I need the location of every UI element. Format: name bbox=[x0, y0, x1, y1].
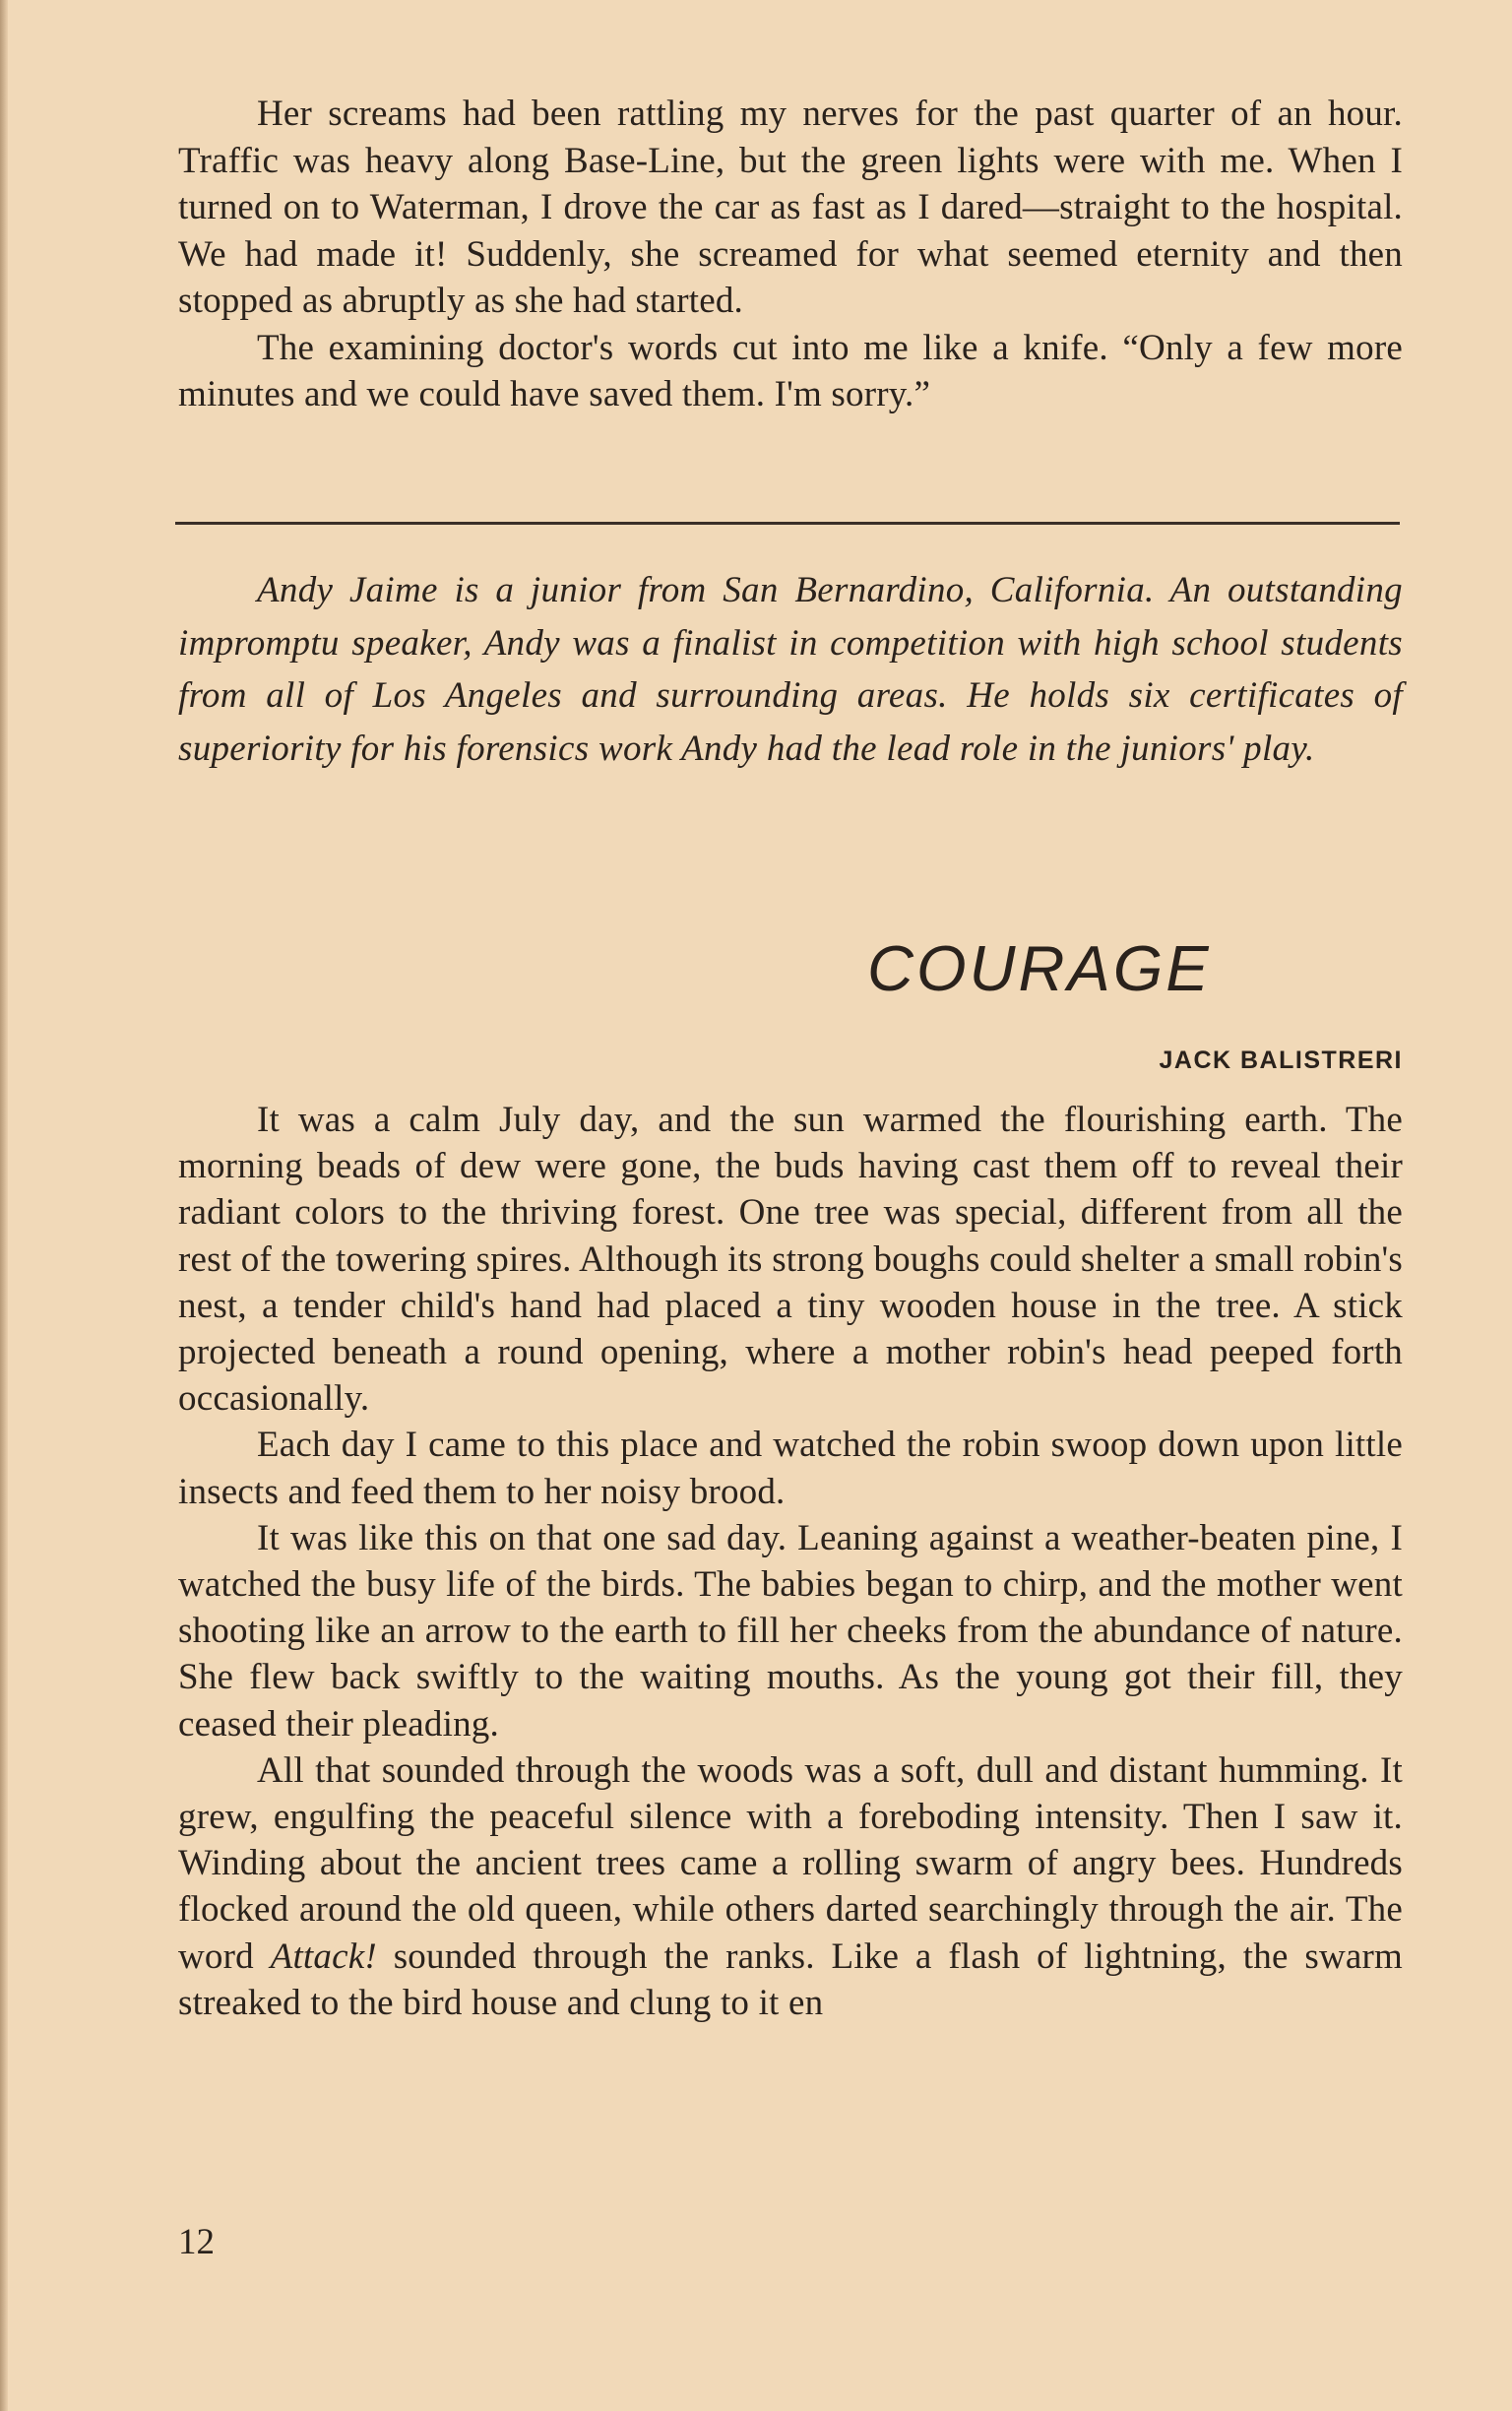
story-title: COURAGE bbox=[867, 932, 1212, 1004]
story-author: JACK BALISTRERI bbox=[1159, 1047, 1403, 1074]
attack-word: Attack! bbox=[270, 1935, 377, 1977]
story-paragraph-4-part-1: All that sounded through the woods was a soft, dull and distant humming. It grew, engulfing the peaceful silence with a foreboding intensity. Then I saw it. Winding about the ancient trees came a rolling swarm of angry bees. Hundreds flocked around the old queen, while others darted searchingly through the air. The word bbox=[178, 1749, 1403, 1977]
story-paragraph-1: It was a calm July day, and the sun warmed the flourishing earth. The morning beads of dew were gone, the buds having cast them off to reveal their radiant colors to the thriving forest. One tree was special, different from all the rest of the towering spires. Although its strong boughs could shelter a small robin's nest, a tender child's hand had placed a tiny wooden house in the tree. A stick projected beneath a round opening, where a mother robin's head peeped forth occasionally. bbox=[178, 1100, 1403, 1420]
author-bio-text: Andy Jaime is a junior from San Bernardino, California. An outstanding impromptu speaker, Andy was a finalist in competition with high school students from all of Los Angeles and surrounding areas. He holds six certificates of superiority for his forensics work Andy had the lead role in the juniors' play. bbox=[178, 570, 1403, 769]
story-paragraph-3: It was like this on that one sad day. Leaning against a weather-beaten pine, I watched the busy life of the birds. The babies began to chirp, and the mother went shooting like an arrow to the earth to fill her cheeks from the abundance of nature. She flew back swiftly to the waiting mouths. As the young got their fill, they ceased their pleading. bbox=[178, 1517, 1403, 1745]
opening-section bbox=[178, 91, 1403, 418]
page-number: 12 bbox=[178, 2222, 215, 2262]
author-bio-section bbox=[178, 564, 1403, 775]
story-body bbox=[178, 1097, 1403, 2026]
opening-paragraph-2: The examining doctor's words cut into me like a knife. “Only a few more minutes and we could have saved them. I'm sorry.” bbox=[178, 327, 1403, 414]
story-paragraph-2: Each day I came to this place and watched the robin swoop down upon little insects and feed them to her noisy brood. bbox=[178, 1425, 1403, 1512]
story-paragraph-4 bbox=[178, 1747, 1403, 2026]
page-edge bbox=[0, 0, 8, 2411]
story-paragraph-4-part-2: sounded through the ranks. Like a flash of lightning, the swarm streaked to the bird house and clung to it en bbox=[178, 1935, 1404, 2023]
opening-paragraph-1: Her screams had been rattling my nerves for the past quarter of an hour. Traffic was heavy along Base-Line, but the green lights were with me. When I turned on to Waterman, I drove the car as fast as I dared—straight to the hospital. We had made it! Suddenly, she screamed for what seemed eternity and then stopped as abruptly as she had started. bbox=[178, 94, 1403, 321]
section-divider-rule bbox=[175, 522, 1400, 525]
